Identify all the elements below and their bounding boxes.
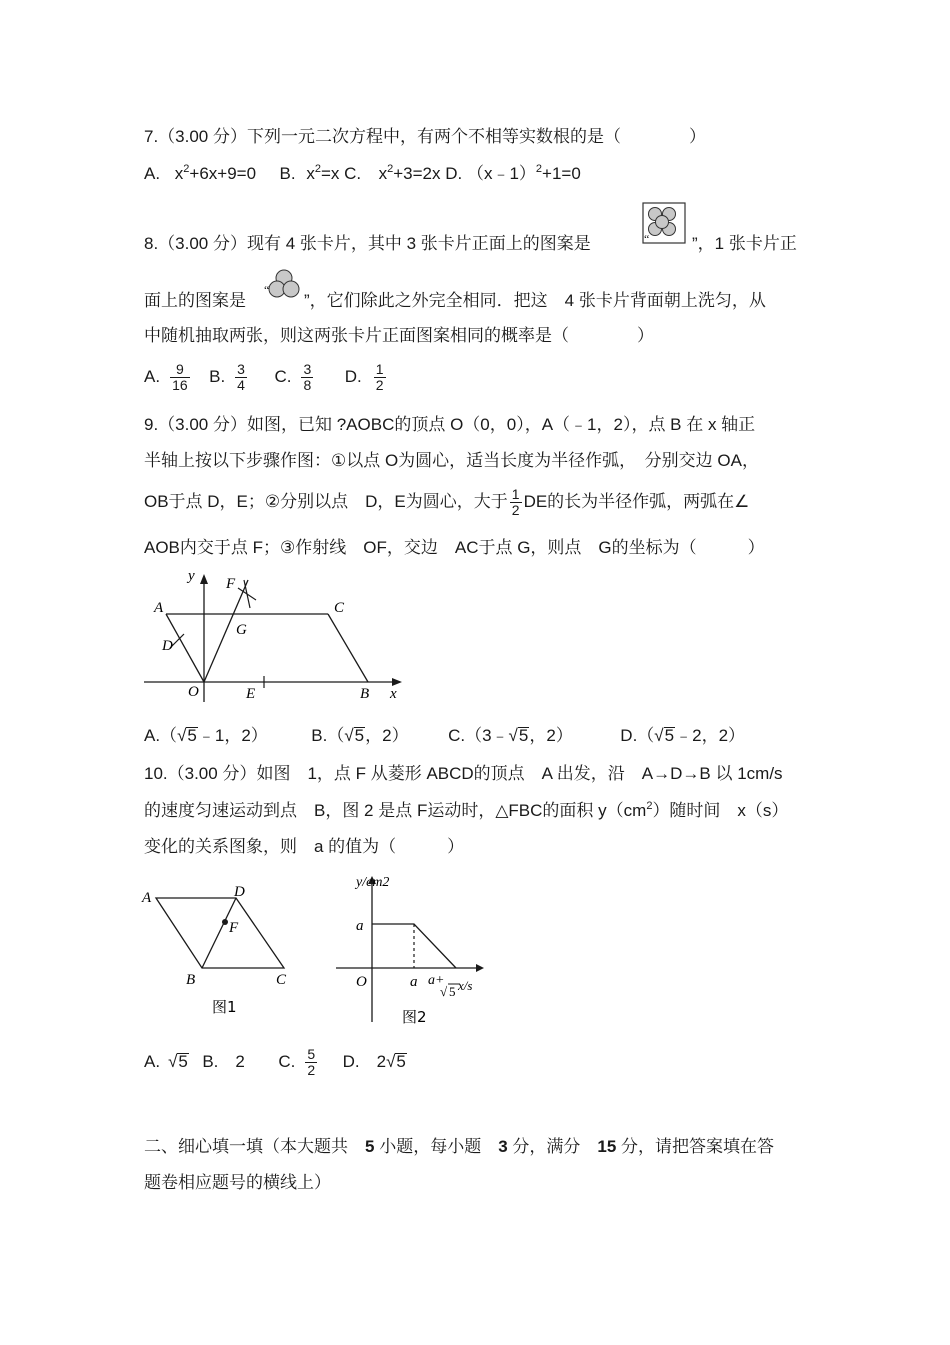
svg-text:图2: 图2	[402, 1008, 427, 1026]
q9-line1: 9.（3.00 分）如图，已知 ?AOBC的顶点 O（0，0），A（﹣1，2），点 B 在 x 轴正	[144, 415, 756, 434]
q10-line2: 的速度匀速运动到点 B，图 2 是点 F运动时，△FBC的面积 $y(cm^2)$随时间 x（s）	[144, 800, 789, 820]
card-pattern-four-circles-icon	[642, 202, 690, 248]
q8-line1-tail: ”，1 张卡片正	[692, 234, 797, 253]
q7-options	[144, 163, 581, 185]
svg-text:x/s: x/s	[458, 978, 473, 993]
svg-text:E: E	[246, 686, 256, 702]
q7-opt-d[interactable]: （x﹣1）$^2$+1=0	[466, 163, 581, 183]
svg-text:5: 5	[449, 984, 456, 999]
q8-line1: 8.（3.00 分）现有 4 张卡片，其中 3 张卡片正面上的图案是	[144, 234, 591, 253]
q10-opt-d[interactable]: D. 2√5	[342, 1052, 406, 1071]
q8-opt-c[interactable]: C. $\frac{3}{8}$	[274, 361, 312, 394]
q9-figure	[140, 566, 410, 706]
q10-line3: 变化的关系图象，则 a 的值为（ ）	[144, 837, 465, 856]
svg-text:x: x	[390, 686, 397, 702]
svg-text:O: O	[188, 684, 199, 700]
svg-text:F: F	[226, 576, 236, 592]
arc-f	[238, 580, 256, 608]
svg-text:a+: a+	[428, 973, 445, 988]
q8-options	[144, 357, 388, 397]
q8-opt-a[interactable]: A. $\frac{9}{16}$	[144, 361, 188, 394]
svg-text:D: D	[162, 638, 173, 654]
q7-opt-a[interactable]: A. $x^2+6x+9=0$	[144, 163, 257, 183]
svg-text:y: y	[188, 568, 195, 584]
q10-line1: 10.（3.00 分）如图 1，点 F 从菱形 ABCD的顶点 A 出发，沿 A→D→B 以 1cm/s	[144, 764, 783, 783]
svg-text:图1: 图1	[212, 998, 237, 1016]
q9-opt-b[interactable]: B.（√5，2）	[311, 726, 409, 745]
q8-line3: 中随机抽取两张，则这两张卡片正面图案相同的概率是（ ）	[144, 326, 654, 345]
svg-text:a: a	[356, 918, 364, 934]
svg-text:A: A	[154, 600, 164, 616]
q8-line2-tail: ”，它们除此之外完全相同．把这 4 张卡片背面朝上洗匀，从	[304, 291, 766, 310]
q9-line4: AOB内交于点 F；③作射线 OF，交边 AC于点 G，则点 G的坐标为（ ）	[144, 538, 765, 557]
q9-opt-d[interactable]: D.（√5﹣2，2）	[620, 726, 746, 745]
rhombus-abcd	[156, 898, 284, 968]
svg-text:C: C	[334, 600, 345, 616]
q8-opt-d[interactable]: D. $\frac{1}{2}$	[344, 361, 384, 394]
quote-open: “	[644, 232, 650, 246]
svg-text:O: O	[356, 974, 367, 990]
q9-opt-c[interactable]: C.（3﹣√5，2）	[448, 726, 573, 745]
svg-text:G: G	[236, 622, 247, 638]
svg-text:D: D	[234, 884, 245, 900]
q8-line2: 面上的图案是	[144, 291, 246, 310]
q9-line2: 半轴上按以下步骤作图：①以点 O为圆心，适当长度为半径作弧， 分别交边 OA，	[144, 451, 759, 470]
svg-text:√: √	[440, 984, 448, 999]
q9-line3: OB于点 D，E；②分别以点 D，E为圆心，大于 $\frac{1}{2}$ DE的长为半径作弧，两弧在∠	[144, 486, 750, 519]
q10-opt-b[interactable]: B. 2	[202, 1052, 245, 1071]
side-cb	[328, 614, 368, 682]
svg-text:C: C	[276, 972, 287, 988]
svg-text:a: a	[410, 974, 418, 990]
svg-text:F: F	[229, 920, 239, 936]
q7-stem: 7.（3.00 分）下列一元二次方程中，有两个不相等实数根的是（ ）	[144, 127, 706, 146]
section2-heading-line2: 题卷相应题号的横线上）	[144, 1173, 331, 1192]
q10-figure-1	[140, 880, 300, 1020]
svg-text:A: A	[142, 890, 152, 906]
q7-opt-c[interactable]: $x^2+3=2x$ D.	[378, 163, 463, 183]
section2-heading: 二、细心填一填（本大题共 5 小题，每小题 3 分，满分 15 分，请把答案填在答	[144, 1137, 775, 1156]
svg-text:B: B	[360, 686, 370, 702]
q8-opt-b[interactable]: B. $\frac{3}{4}$	[209, 361, 245, 394]
svg-text:y/cm2: y/cm2	[356, 875, 390, 890]
quote-open-2: “	[264, 283, 270, 297]
q9-opt-a[interactable]: A.（√5﹣1，2）	[144, 726, 268, 745]
q10-figure-2	[332, 872, 492, 1028]
q10-options	[144, 1042, 407, 1082]
q7-opt-b[interactable]: B. $x^2=x$ C.	[279, 163, 362, 183]
card-pattern-three-circles-icon	[262, 266, 306, 302]
q10-opt-a[interactable]: A. √5	[144, 1052, 188, 1071]
point-f	[222, 919, 228, 925]
q10-opt-c[interactable]: C. $\frac{5}{2}$	[278, 1046, 316, 1079]
q9-options	[144, 725, 745, 747]
svg-text:B: B	[186, 972, 196, 988]
